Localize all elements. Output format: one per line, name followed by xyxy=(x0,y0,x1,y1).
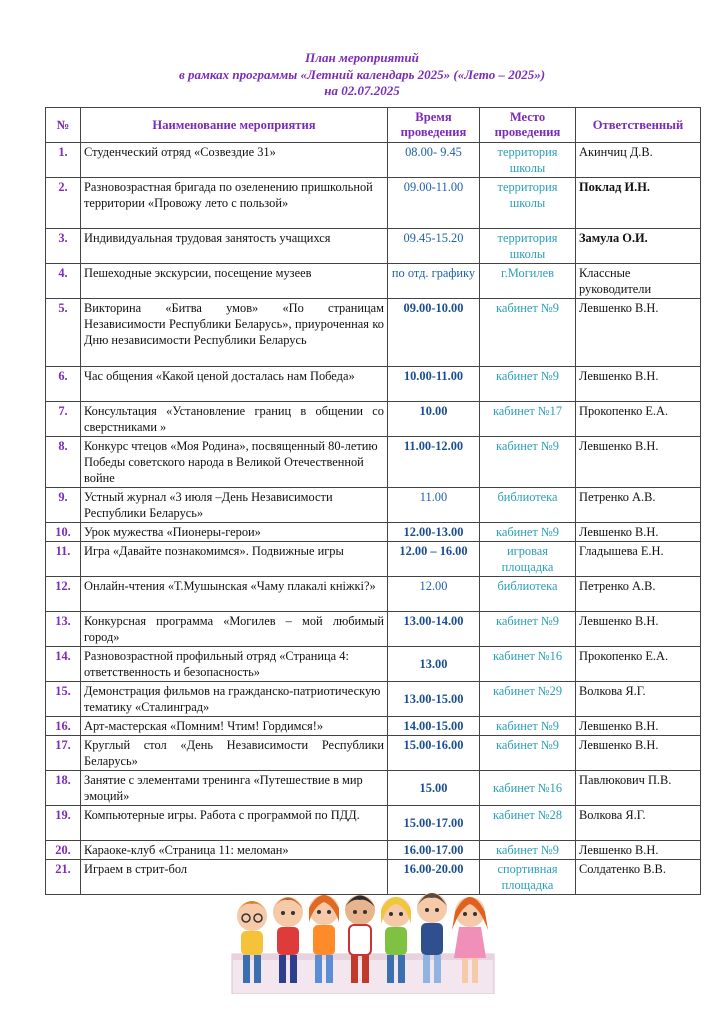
table-row xyxy=(46,612,701,647)
table-row xyxy=(46,647,701,682)
document-title xyxy=(0,50,724,100)
table-row xyxy=(46,437,701,488)
table-row xyxy=(46,806,701,841)
event-name: Арт-мастерская «Помним! Чтим! Гордимся!» xyxy=(81,717,388,736)
event-name: Караоке-клуб «Страница 11: меломан» xyxy=(81,841,388,860)
event-name: Урок мужества «Пионеры-герои» xyxy=(81,523,388,542)
table-row xyxy=(46,682,701,717)
table-row xyxy=(46,841,701,860)
header-place: Место проведения xyxy=(480,108,576,143)
event-time: 12.00 xyxy=(388,577,480,612)
event-place: кабинет №9 xyxy=(480,841,576,860)
event-place: кабинет №29 xyxy=(480,682,576,717)
title-line-3: на 02.07.2025 xyxy=(324,83,400,98)
event-responsible: Поклад И.Н. xyxy=(576,178,701,229)
event-name: Викторина «Битва умов» «По страницам Независимости Республики Беларусь», приуроченная ко Дню независимости Республики Беларусь xyxy=(81,299,388,367)
event-name: Консультация «Установление границ в общении со сверстниками » xyxy=(81,402,388,437)
row-number: 20. xyxy=(46,841,81,860)
event-responsible: Левшенко В.Н. xyxy=(576,736,701,771)
event-responsible: Левшенко В.Н. xyxy=(576,299,701,367)
event-place: библиотека xyxy=(480,488,576,523)
table-row xyxy=(46,771,701,806)
row-number: 13. xyxy=(46,612,81,647)
event-responsible: Акинчиц Д.В. xyxy=(576,143,701,178)
event-name: Разновозрастная бригада по озеленению пришкольной территории «Провожу лето с пользой» xyxy=(81,178,388,229)
event-time: 09.00-10.00 xyxy=(388,299,480,367)
title-line-1: План мероприятий xyxy=(305,50,419,65)
row-number: 5. xyxy=(46,299,81,367)
event-name: Разновозрастной профильный отряд «Страница 4: ответственность и безопасность» xyxy=(81,647,388,682)
row-number: 2. xyxy=(46,178,81,229)
table-row xyxy=(46,736,701,771)
event-time: 13.00-14.00 xyxy=(388,612,480,647)
table-row xyxy=(46,402,701,437)
table-row xyxy=(46,143,701,178)
table-header-row xyxy=(46,108,701,143)
event-time: 10.00 xyxy=(388,402,480,437)
row-number: 3. xyxy=(46,229,81,264)
event-name: Онлайн-чтения «Т.Мушынская «Чаму плакалі кніжкі?» xyxy=(81,577,388,612)
table-row xyxy=(46,542,701,577)
event-time: 15.00 xyxy=(388,771,480,806)
event-responsible: Замула О.И. xyxy=(576,229,701,264)
table-row xyxy=(46,264,701,299)
row-number: 7. xyxy=(46,402,81,437)
event-name: Компьютерные игры. Работа с программой по ПДД. xyxy=(81,806,388,841)
table-row xyxy=(46,178,701,229)
row-number: 12. xyxy=(46,577,81,612)
event-place: кабинет №9 xyxy=(480,736,576,771)
row-number: 10. xyxy=(46,523,81,542)
event-responsible: Прокопенко Е.А. xyxy=(576,647,701,682)
event-time: 12.00-13.00 xyxy=(388,523,480,542)
header-event-name: Наименование мероприятия xyxy=(81,108,388,143)
event-name: Игра «Давайте познакомимся». Подвижные игры xyxy=(81,542,388,577)
header-time: Время проведения xyxy=(388,108,480,143)
header-number: № xyxy=(46,108,81,143)
event-time: 12.00 – 16.00 xyxy=(388,542,480,577)
event-name: Демонстрация фильмов на гражданско-патриотическую тематику «Сталинград» xyxy=(81,682,388,717)
table-row xyxy=(46,488,701,523)
event-time: 16.00-20.00 xyxy=(388,860,480,895)
event-time: 10.00-11.00 xyxy=(388,367,480,402)
event-responsible: Левшенко В.Н. xyxy=(576,717,701,736)
event-name: Индивидуальная трудовая занятость учащихся xyxy=(81,229,388,264)
row-number: 8. xyxy=(46,437,81,488)
header-responsible: Ответственный xyxy=(576,108,701,143)
event-responsible: Солдатенко В.В. xyxy=(576,860,701,895)
event-name: Час общения «Какой ценой досталась нам Победа» xyxy=(81,367,388,402)
row-number: 1. xyxy=(46,143,81,178)
kids-illustration xyxy=(226,876,498,994)
event-responsible: Гладышева Е.Н. xyxy=(576,542,701,577)
table-row xyxy=(46,523,701,542)
table-row xyxy=(46,299,701,367)
event-place: территория школы xyxy=(480,143,576,178)
row-number: 21. xyxy=(46,860,81,895)
row-number: 18. xyxy=(46,771,81,806)
row-number: 11. xyxy=(46,542,81,577)
table-row xyxy=(46,577,701,612)
event-responsible: Волкова Я.Г. xyxy=(576,806,701,841)
event-responsible: Петренко А.В. xyxy=(576,577,701,612)
title-line-2: в рамках программы «Летний календарь 2025» («Лето – 2025») xyxy=(178,66,546,82)
event-place: кабинет №9 xyxy=(480,437,576,488)
event-responsible: Павлюкович П.В. xyxy=(576,771,701,806)
event-name: Пешеходные экскурсии, посещение музеев xyxy=(81,264,388,299)
event-name: Конкурсная программа «Могилев – мой любимый город» xyxy=(81,612,388,647)
event-time: 16.00-17.00 xyxy=(388,841,480,860)
event-time: 11.00-12.00 xyxy=(388,437,480,488)
events-table xyxy=(45,107,701,895)
event-time: 08.00- 9.45 xyxy=(388,143,480,178)
event-place: кабинет №16 xyxy=(480,771,576,806)
event-time: 09.00-11.00 xyxy=(388,178,480,229)
table-row xyxy=(46,717,701,736)
event-responsible: Петренко А.В. xyxy=(576,488,701,523)
row-number: 17. xyxy=(46,736,81,771)
event-responsible: Левшенко В.Н. xyxy=(576,367,701,402)
table-row xyxy=(46,229,701,264)
event-place: библиотека xyxy=(480,577,576,612)
event-place: г.Могилев xyxy=(480,264,576,299)
event-time: 13.00-15.00 xyxy=(388,682,480,717)
event-time: 14.00-15.00 xyxy=(388,717,480,736)
event-place: кабинет №16 xyxy=(480,647,576,682)
event-place: кабинет №9 xyxy=(480,717,576,736)
event-name: Конкурс чтецов «Моя Родина», посвященный 80-летию Победы советского народа в Великой Отечественной войне xyxy=(81,437,388,488)
event-place: игровая площадка xyxy=(480,542,576,577)
event-time: 13.00 xyxy=(388,647,480,682)
row-number: 4. xyxy=(46,264,81,299)
event-time: 09.45-15.20 xyxy=(388,229,480,264)
event-name: Занятие с элементами тренинга «Путешествие в мир эмоций» xyxy=(81,771,388,806)
event-place: кабинет №17 xyxy=(480,402,576,437)
row-number: 16. xyxy=(46,717,81,736)
event-name: Студенческий отряд «Созвездие 31» xyxy=(81,143,388,178)
event-name: Играем в стрит-бол xyxy=(81,860,388,895)
event-responsible: Прокопенко Е.А. xyxy=(576,402,701,437)
event-responsible: Левшенко В.Н. xyxy=(576,523,701,542)
event-place: территория школы xyxy=(480,229,576,264)
event-place: территория школы xyxy=(480,178,576,229)
event-name: Круглый стол «День Независимости Республики Беларусь» xyxy=(81,736,388,771)
table-row xyxy=(46,367,701,402)
event-responsible: Волкова Я.Г. xyxy=(576,682,701,717)
event-place: кабинет №28 xyxy=(480,806,576,841)
row-number: 9. xyxy=(46,488,81,523)
event-time: по отд. графику xyxy=(388,264,480,299)
event-place: кабинет №9 xyxy=(480,299,576,367)
event-responsible: Левшенко В.Н. xyxy=(576,612,701,647)
event-time: 11.00 xyxy=(388,488,480,523)
row-number: 6. xyxy=(46,367,81,402)
event-responsible: Левшенко В.Н. xyxy=(576,437,701,488)
event-time: 15.00-16.00 xyxy=(388,736,480,771)
event-place: спортивная площадка xyxy=(480,860,576,895)
event-place: кабинет №9 xyxy=(480,612,576,647)
event-place: кабинет №9 xyxy=(480,367,576,402)
event-place: кабинет №9 xyxy=(480,523,576,542)
event-name: Устный журнал «3 июля –День Независимости Республики Беларусь» xyxy=(81,488,388,523)
event-time: 15.00-17.00 xyxy=(388,806,480,841)
row-number: 15. xyxy=(46,682,81,717)
event-responsible: Классные руководители xyxy=(576,264,701,299)
row-number: 19. xyxy=(46,806,81,841)
event-responsible: Левшенко В.Н. xyxy=(576,841,701,860)
row-number: 14. xyxy=(46,647,81,682)
